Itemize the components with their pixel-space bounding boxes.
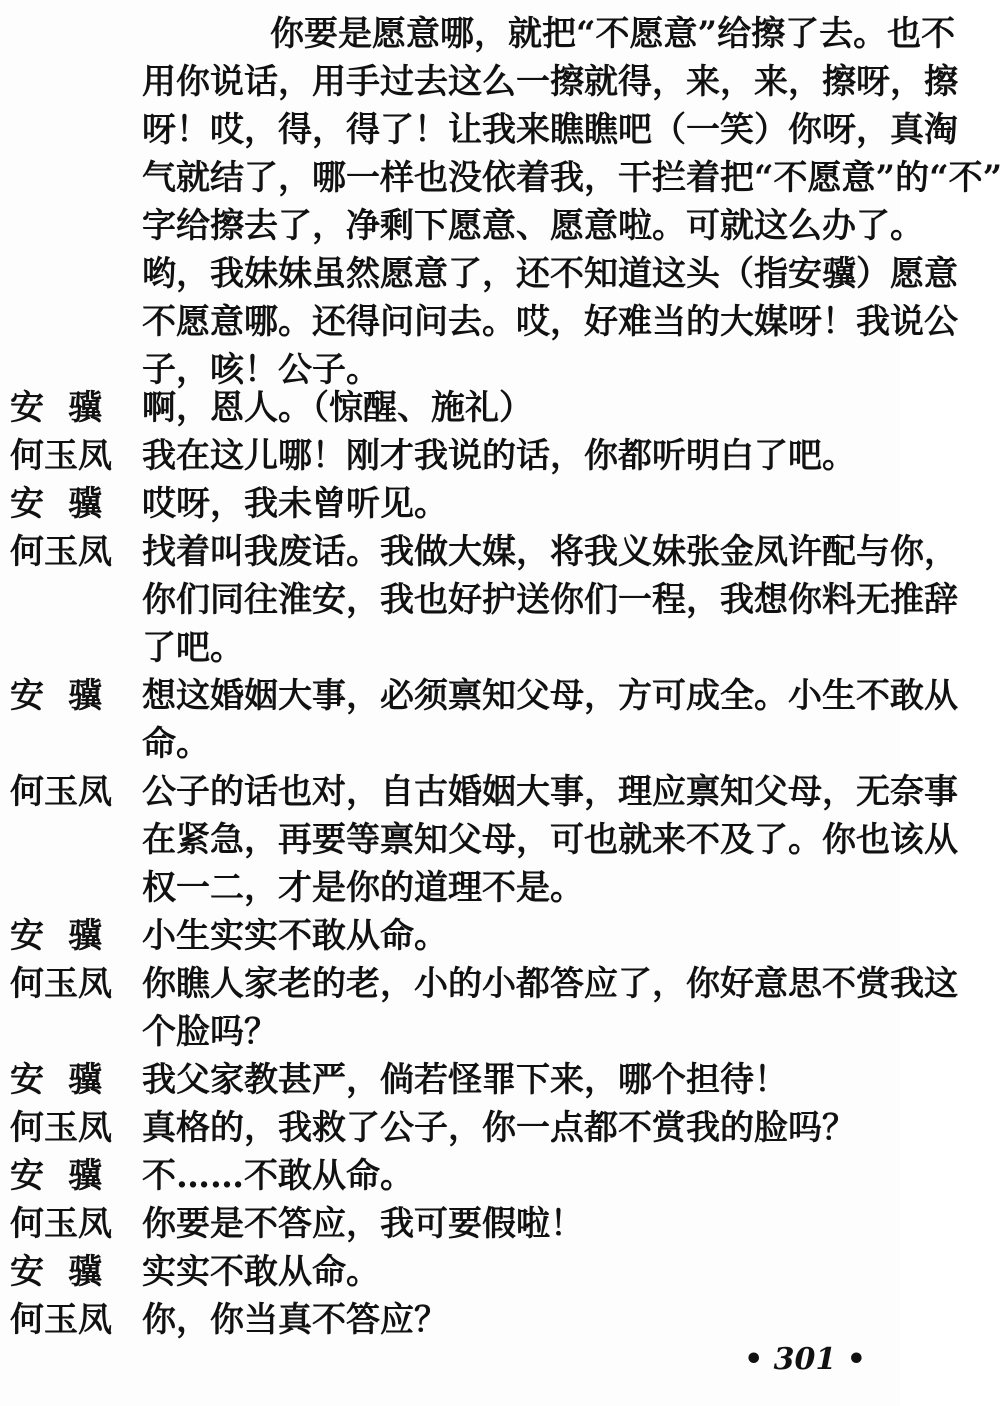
speaker-name-char: 安 <box>10 1156 44 1196</box>
dialogue-entry <box>10 1152 894 1200</box>
dialogue-entry <box>10 1056 894 1104</box>
speaker-name-char: 骥 <box>68 916 102 956</box>
text-line: 不愿意哪。还得问问去。哎，好难当的大媒呀！我说公 <box>142 302 958 342</box>
speech-line: 我父家教甚严，倘若怪罪下来，哪个担待！ <box>142 1060 788 1100</box>
text-line: 子，咳！公子。 <box>142 350 380 390</box>
speaker-name-char: 骥 <box>68 676 102 716</box>
speaker-name-char: 骥 <box>68 1252 102 1292</box>
dialogue-entry <box>10 528 958 672</box>
speaker-name-char: 骥 <box>68 388 102 428</box>
speaker-name <box>10 528 142 576</box>
dialogue-entry <box>10 1104 894 1152</box>
speaker-name-char: 安 <box>10 1252 44 1292</box>
dialogue-entry <box>10 432 894 480</box>
speech-line: 真格的，我救了公子，你一点都不赏我的脸吗？ <box>142 1108 856 1148</box>
dialogue-entry <box>10 1200 894 1248</box>
speech-line: 命。 <box>142 724 210 764</box>
speech-line: 在紧急，再要等禀知父母，可也就来不及了。你也该从 <box>142 820 958 860</box>
text-line: 哟，我妹妹虽然愿意了，还不知道这头（指安骥）愿意 <box>142 254 958 294</box>
speaker-name-char: 安 <box>10 916 44 956</box>
speech-line: 不……不敢从命。 <box>142 1156 414 1196</box>
speaker-name-text: 何玉凤 <box>10 772 112 812</box>
speech-line: 了吧。 <box>142 628 244 668</box>
dialogue-entry <box>10 960 958 1056</box>
speech-text <box>142 480 894 528</box>
speaker-name-text: 何玉凤 <box>10 532 112 572</box>
speech-text <box>142 432 894 480</box>
intro-paragraph <box>142 10 1002 394</box>
speech-line: 实实不敢从命。 <box>142 1252 380 1292</box>
speech-text <box>142 1056 894 1104</box>
speech-text <box>142 1248 894 1296</box>
speech-line: 你们同往淮安，我也好护送你们一程，我想你料无推辞 <box>142 580 958 620</box>
speech-line: 我在这儿哪！刚才我说的话，你都听明白了吧。 <box>142 436 856 476</box>
dialogue-entry <box>10 1296 894 1344</box>
speaker-name-text: 何玉凤 <box>10 1204 112 1244</box>
speech-line: 哎呀，我未曾听见。 <box>142 484 448 524</box>
speaker-name <box>10 768 142 816</box>
dialogue-entry <box>10 480 894 528</box>
page-number: • 301 • <box>744 1342 866 1377</box>
speaker-name <box>10 1296 142 1344</box>
speaker-name-char: 骥 <box>68 1060 102 1100</box>
speaker-name <box>10 1152 142 1200</box>
speaker-name-char: 骥 <box>68 1156 102 1196</box>
dialogue-entry <box>10 672 958 768</box>
speech-text <box>142 384 894 432</box>
speech-line: 公子的话也对，自古婚姻大事，理应禀知父母，无奈事 <box>142 772 958 812</box>
speech-line: 你要是不答应，我可要假啦！ <box>142 1204 584 1244</box>
text-line: 气就结了，哪一样也没依着我，干拦着把“不愿意”的“不” <box>142 158 1002 198</box>
speech-line: 找着叫我废话。我做大媒，将我义妹张金凤许配与你， <box>142 532 958 572</box>
dialogue-section <box>10 384 958 1344</box>
speech-text <box>142 1200 894 1248</box>
speaker-name-char: 骥 <box>68 484 102 524</box>
speaker-name-char: 安 <box>10 1060 44 1100</box>
speech-text <box>142 960 958 1056</box>
speech-line: 你，你当真不答应？ <box>142 1300 448 1340</box>
speech-text <box>142 528 958 672</box>
speaker-name <box>10 912 142 960</box>
speaker-name-char: 安 <box>10 484 44 524</box>
dialogue-entry <box>10 768 958 912</box>
speaker-name <box>10 1248 142 1296</box>
speaker-name-text: 何玉凤 <box>10 1300 112 1340</box>
speaker-name <box>10 672 142 720</box>
speech-line: 小生实实不敢从命。 <box>142 916 448 956</box>
text-line: 呀！哎，得，得了！让我来瞧瞧吧（一笑）你呀，真淘 <box>142 110 958 150</box>
speaker-name <box>10 960 142 1008</box>
text-line: 你要是愿意哪，就把“不愿意”给擦了去。也不 <box>270 14 956 54</box>
speaker-name <box>10 1104 142 1152</box>
speaker-name-char: 安 <box>10 676 44 716</box>
text-line: 字给擦去了，净剩下愿意、愿意啦。可就这么办了。 <box>142 206 924 246</box>
speech-line: 想这婚姻大事，必须禀知父母，方可成全。小生不敢从 <box>142 676 958 716</box>
dialogue-entry <box>10 384 894 432</box>
speech-text <box>142 1296 894 1344</box>
dialogue-entry <box>10 1248 894 1296</box>
speaker-name <box>10 1056 142 1104</box>
speaker-name-text: 何玉凤 <box>10 1108 112 1148</box>
speaker-name <box>10 480 142 528</box>
speech-text <box>142 1152 894 1200</box>
dialogue-entry <box>10 912 894 960</box>
speech-line: 啊，恩人。（惊醒、施礼） <box>142 388 533 428</box>
speech-text <box>142 912 894 960</box>
speech-line: 权一二，才是你的道理不是。 <box>142 868 584 908</box>
speech-line: 个脸吗？ <box>142 1012 278 1052</box>
speaker-name-text: 何玉凤 <box>10 964 112 1004</box>
speaker-name-text: 何玉凤 <box>10 436 112 476</box>
text-line: 用你说话，用手过去这么一擦就得，来，来，擦呀，擦 <box>142 62 958 102</box>
speaker-name <box>10 384 142 432</box>
speech-text <box>142 672 958 768</box>
speaker-name <box>10 432 142 480</box>
speech-line: 你瞧人家老的老，小的小都答应了，你好意思不赏我这 <box>142 964 958 1004</box>
speaker-name <box>10 1200 142 1248</box>
speaker-name-char: 安 <box>10 388 44 428</box>
speech-text <box>142 768 958 912</box>
speech-text <box>142 1104 894 1152</box>
